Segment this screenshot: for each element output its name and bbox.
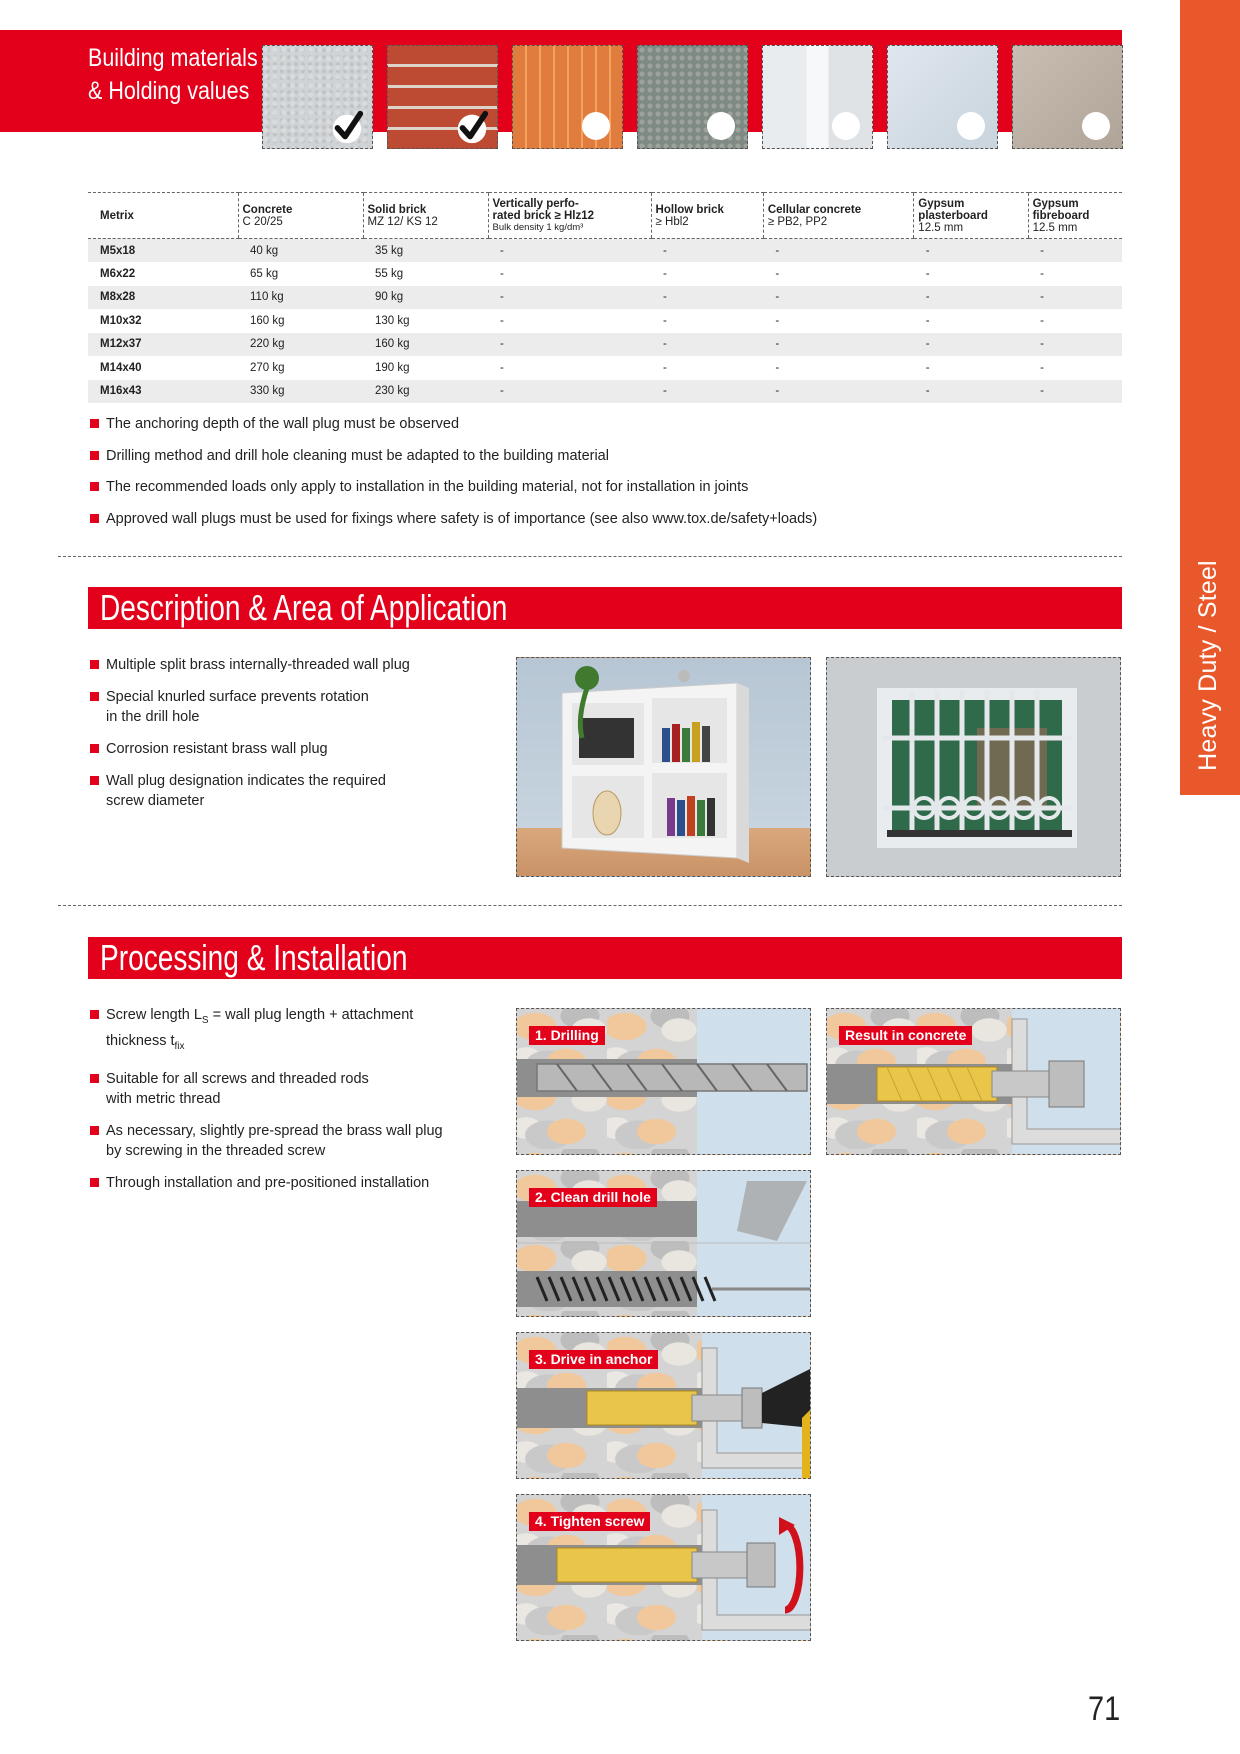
- cellular-concrete-tile: [762, 45, 873, 149]
- concrete-tile: [262, 45, 373, 149]
- value-cell: 110 kg: [238, 286, 363, 310]
- material-tiles: [262, 45, 1123, 149]
- shelf-illustration: [517, 658, 811, 877]
- description-item: Corrosion resistant brass wall plug: [90, 739, 490, 759]
- step-label: 3. Drive in anchor: [529, 1350, 658, 1369]
- value-cell: -: [651, 380, 763, 404]
- value-cell: -: [500, 361, 504, 374]
- header-gypsum-fibreboard: Gypsum fibreboard 12.5 mm: [1028, 193, 1122, 239]
- note-item: Drilling method and drill hole cleaning must be adapted to the building material: [90, 446, 1090, 466]
- header-gypsum-plasterboard: Gypsum plasterboard 12.5 mm: [914, 193, 1028, 239]
- dot-icon: [957, 112, 985, 140]
- value-cell: -: [488, 380, 651, 404]
- value-cell: -: [663, 314, 667, 327]
- header-cellular-concrete: Cellular concrete ≥ PB2, PP2: [763, 193, 913, 239]
- header-hollow-brick: Hollow brick ≥ Hbl2: [651, 193, 763, 239]
- gypsum-fibreboard-tile: [1012, 45, 1123, 149]
- value-cell: -: [914, 286, 1028, 310]
- value-cell: -: [500, 267, 504, 280]
- row-size-cell: M5x18: [88, 239, 238, 263]
- value-cell: 190 kg: [375, 361, 410, 374]
- value-cell: -: [914, 380, 1028, 404]
- step-drilling-image: [516, 1008, 811, 1155]
- row-size-cell: M12x37: [88, 333, 238, 357]
- value-cell: -: [1028, 333, 1122, 357]
- processing-item: Screw length $L_S$ = wall plug length + attachment thickness $t_{fix}$: [90, 1005, 490, 1057]
- value-cell: -: [651, 239, 763, 263]
- header-vertically-perforated-brick: Vertically perfo- rated brick ≥ Hlz12 Bulk density 1 kg/dm³: [488, 193, 651, 239]
- value-cell: -: [763, 380, 913, 404]
- value-cell: -: [925, 361, 930, 374]
- step-drive-image: [516, 1332, 811, 1479]
- value-cell: 160 kg: [250, 314, 285, 327]
- result-label: Result in concrete: [839, 1026, 972, 1045]
- value-cell: -: [775, 267, 780, 280]
- description-list: [90, 655, 490, 823]
- value-cell: 130 kg: [375, 314, 410, 327]
- description-item: Multiple split brass internally-threaded wall plug: [90, 655, 490, 675]
- shelf-photo: [516, 657, 811, 877]
- value-cell: 55 kg: [375, 267, 404, 280]
- table-row: [88, 286, 1122, 310]
- dot-icon: [832, 112, 860, 140]
- value-cell: -: [1028, 239, 1122, 263]
- value-cell: -: [488, 286, 651, 310]
- processing-item: Through installation and pre-positioned installation: [90, 1173, 490, 1193]
- solid-brick-tile: [387, 45, 498, 149]
- value-cell: 160 kg: [363, 333, 488, 357]
- step-clean-image: [516, 1170, 811, 1317]
- value-cell: -: [914, 333, 1028, 357]
- gypsum-plasterboard-tile: [887, 45, 998, 149]
- dot-icon: [582, 112, 610, 140]
- window-grille-photo: [826, 657, 1121, 877]
- note-item: Approved wall plugs must be used for fixings where safety is of importance (see also www.tox.de/safety+loads): [90, 509, 1090, 529]
- header-solid-brick: Solid brick MZ 12/ KS 12: [363, 193, 488, 239]
- dot-icon: [1082, 112, 1110, 140]
- description-item: Special knurled surface prevents rotation in the drill hole: [90, 687, 490, 727]
- table-row: [88, 309, 1122, 333]
- value-cell: -: [651, 286, 763, 310]
- step-label: 1. Drilling: [529, 1026, 605, 1045]
- value-cell: -: [1040, 361, 1044, 374]
- value-cell: -: [651, 333, 763, 357]
- value-cell: -: [925, 267, 930, 280]
- table-row: [88, 333, 1122, 357]
- processing-title: Processing & Installation: [100, 937, 408, 978]
- value-cell: -: [1040, 267, 1044, 280]
- value-cell: -: [763, 239, 913, 263]
- description-item: Wall plug designation indicates the required screw diameter: [90, 771, 490, 811]
- value-cell: -: [663, 361, 667, 374]
- value-cell: -: [1040, 314, 1044, 327]
- dot-icon: [707, 112, 735, 140]
- row-size-cell: M14x40: [100, 361, 142, 374]
- value-cell: 270 kg: [250, 361, 285, 374]
- header-title: Building materials & Holding values: [88, 44, 258, 105]
- value-cell: 35 kg: [363, 239, 488, 263]
- value-cell: 65 kg: [250, 267, 279, 280]
- value-cell: -: [488, 333, 651, 357]
- holding-values-table: [88, 192, 1122, 403]
- note-item: The anchoring depth of the wall plug must be observed: [90, 414, 1090, 434]
- side-tab-label: Heavy Duty / Steel: [1193, 559, 1222, 771]
- table-row: [88, 239, 1122, 263]
- note-item: The recommended loads only apply to installation in the building material, not for installation in joints: [90, 477, 1090, 497]
- value-cell: -: [914, 239, 1028, 263]
- value-cell: 230 kg: [363, 380, 488, 404]
- window-grille-illustration: [827, 658, 1121, 877]
- value-cell: -: [488, 239, 651, 263]
- value-cell: 330 kg: [238, 380, 363, 404]
- table-row: [88, 262, 1122, 286]
- divider: [58, 556, 1122, 557]
- vertically-perforated-brick-tile: [512, 45, 623, 149]
- value-cell: -: [1028, 380, 1122, 404]
- processing-item: As necessary, slightly pre-spread the brass wall plug by screwing in the threaded screw: [90, 1121, 490, 1161]
- table-row: [88, 380, 1122, 404]
- table-row: [88, 356, 1122, 380]
- header-metrix: Metrix: [88, 193, 238, 239]
- result-in-concrete-image: [826, 1008, 1121, 1155]
- divider: [58, 905, 1122, 906]
- step-label: 2. Clean drill hole: [529, 1188, 657, 1207]
- row-size-cell: M10x32: [100, 314, 142, 327]
- step-label: 4. Tighten screw: [529, 1512, 650, 1531]
- processing-list: [90, 1005, 490, 1205]
- value-cell: -: [775, 314, 780, 327]
- value-cell: 90 kg: [363, 286, 488, 310]
- step-tighten-image: [516, 1494, 811, 1641]
- page-number: 71: [1088, 1690, 1121, 1728]
- hollow-brick-tile: [637, 45, 748, 149]
- check-icon: [328, 108, 366, 146]
- value-cell: -: [663, 267, 667, 280]
- value-cell: -: [1028, 286, 1122, 310]
- value-cell: 220 kg: [238, 333, 363, 357]
- row-size-cell: M8x28: [88, 286, 238, 310]
- processing-item: Suitable for all screws and threaded rods with metric thread: [90, 1069, 490, 1109]
- description-title: Description & Area of Application: [100, 587, 508, 628]
- row-size-cell: M16x43: [88, 380, 238, 404]
- notes: [90, 414, 1090, 540]
- value-cell: 40 kg: [238, 239, 363, 263]
- value-cell: -: [925, 314, 930, 327]
- value-cell: -: [763, 333, 913, 357]
- table-header-row: [88, 193, 1122, 239]
- value-cell: -: [500, 314, 504, 327]
- header-concrete: Concrete C 20/25: [238, 193, 363, 239]
- check-icon: [453, 108, 491, 146]
- row-size-cell: M6x22: [100, 267, 136, 280]
- value-cell: -: [763, 286, 913, 310]
- value-cell: -: [775, 361, 780, 374]
